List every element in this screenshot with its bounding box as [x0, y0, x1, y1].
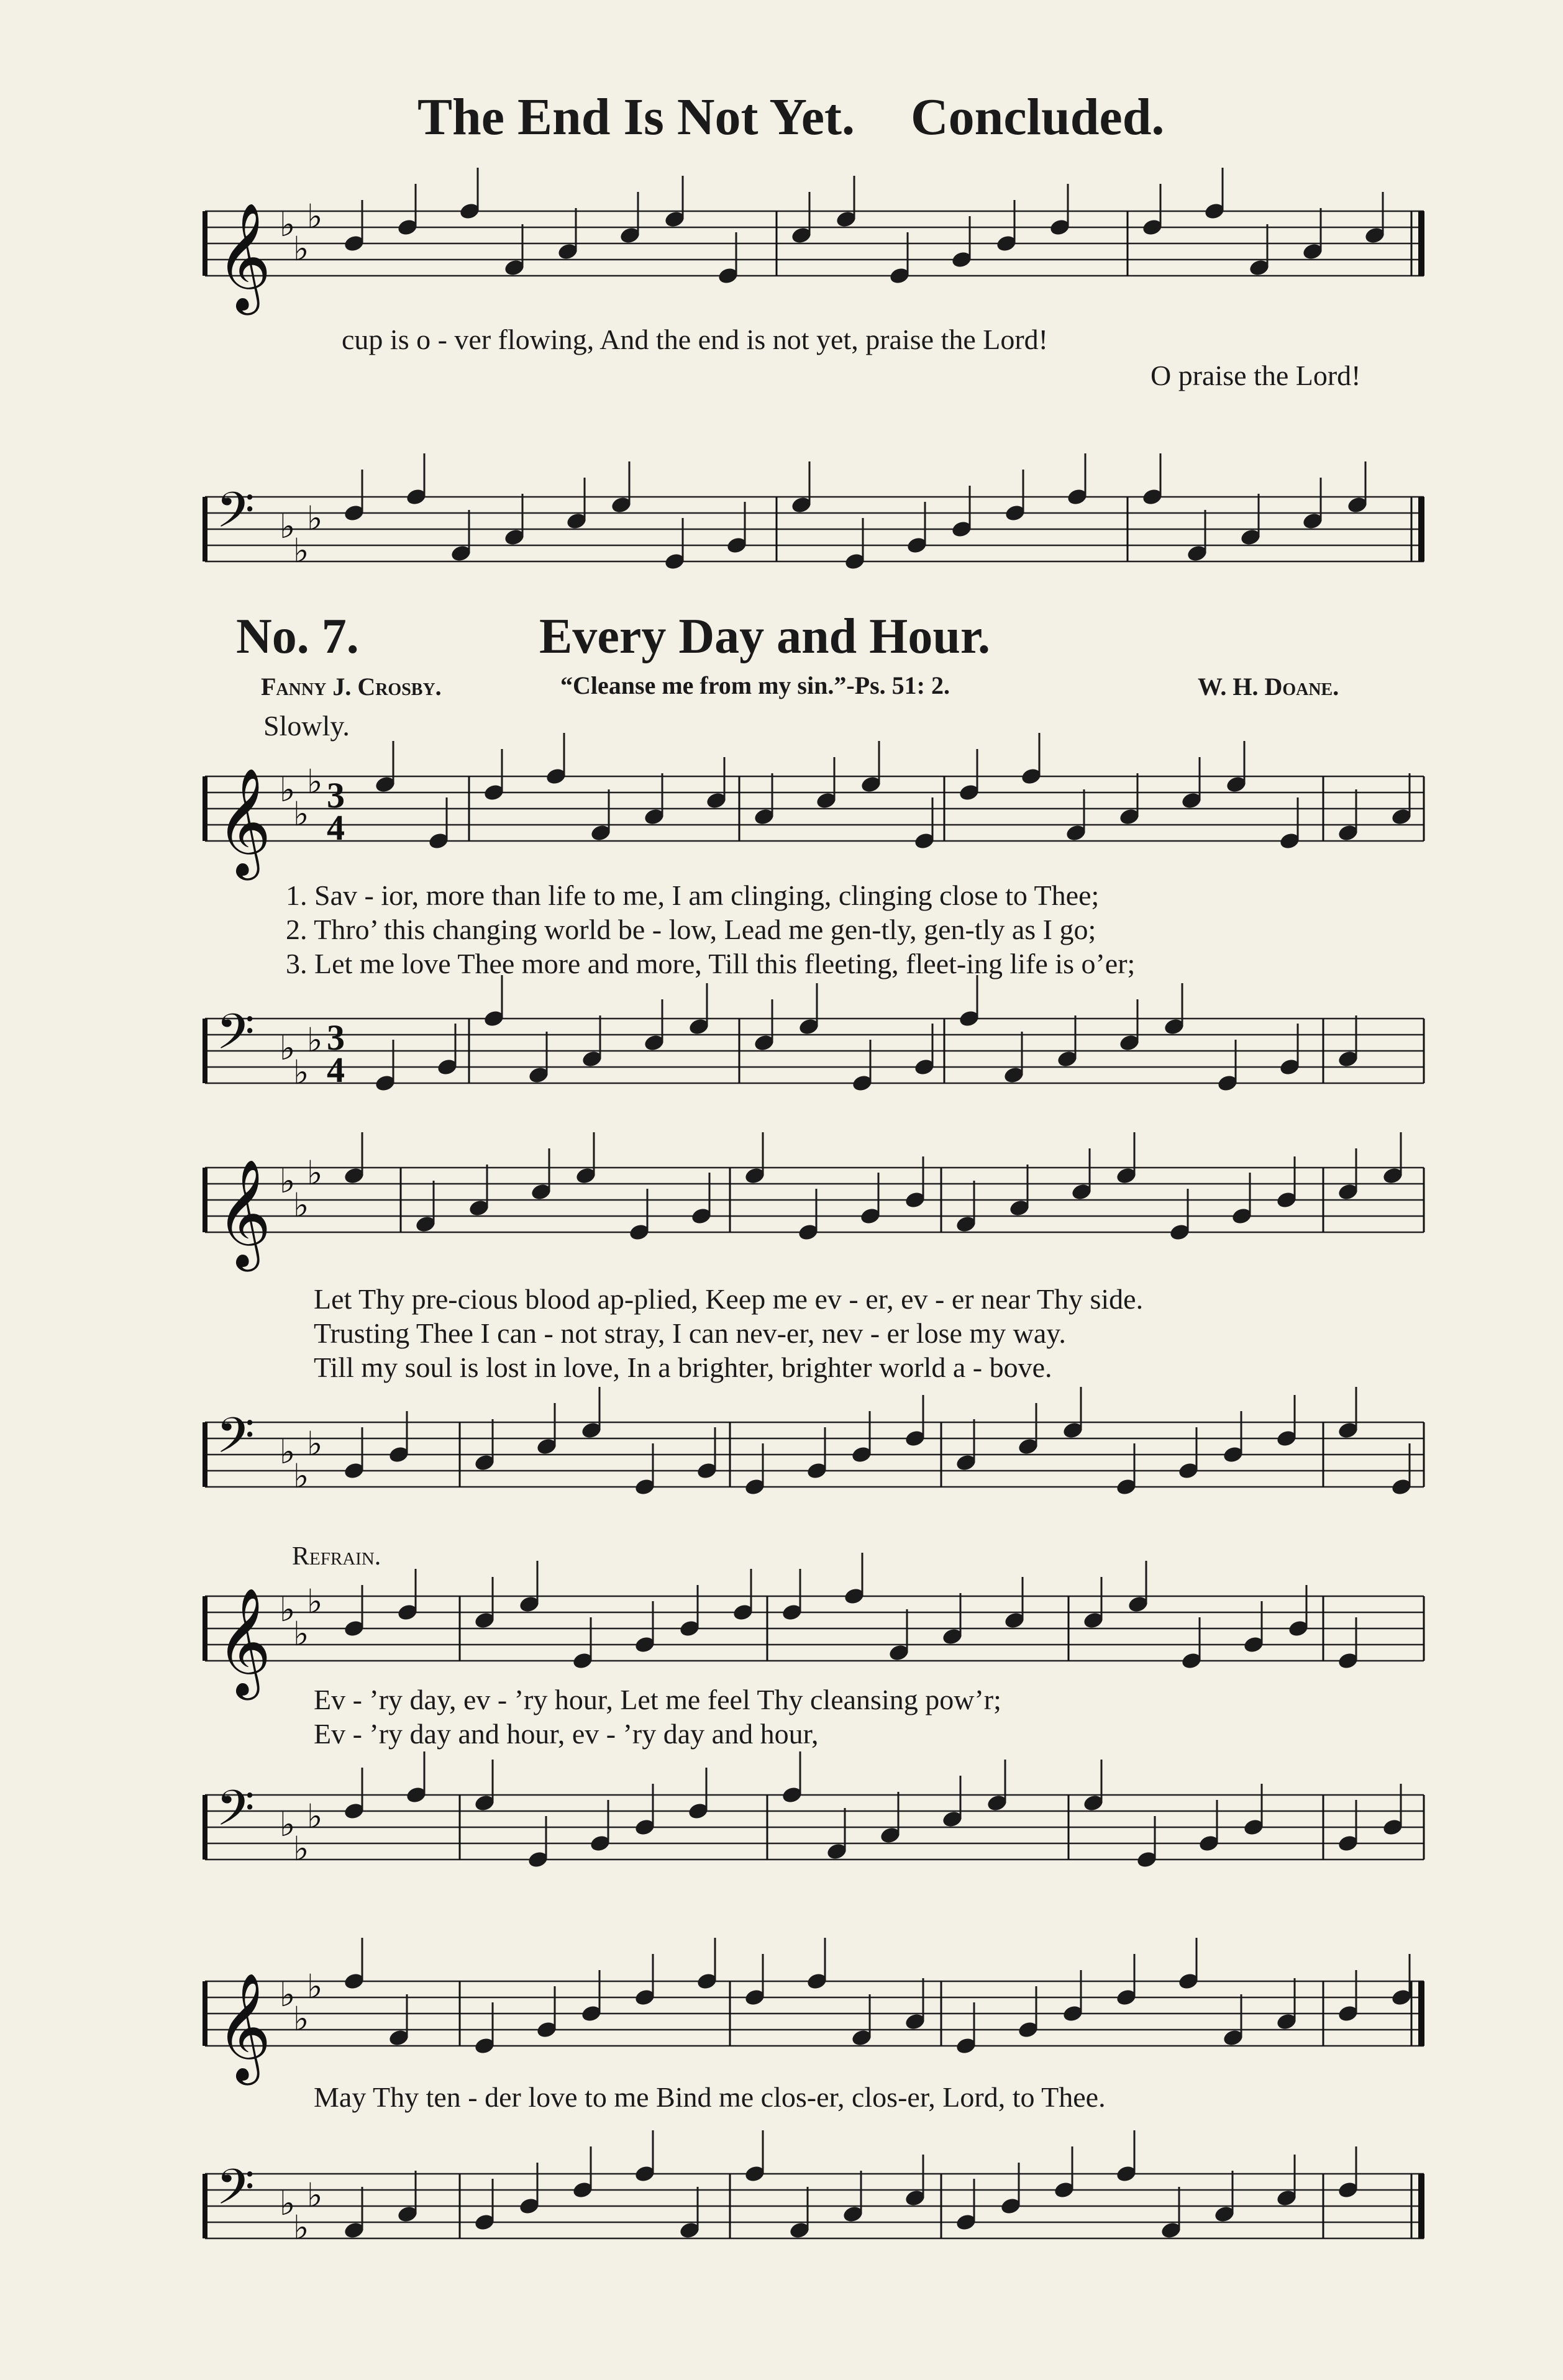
verse2-line-a: 2. Thro’ this changing world be - low, Lead me gen-tly, gen-tly as I go;: [286, 914, 1096, 945]
verse3-line-a: 3. Let me love Thee more and more, Till this fleeting, fleet-ing life is o’er;: [286, 948, 1136, 979]
system3-bass-staff: [0, 1770, 1563, 1876]
system4-bass-staff: [0, 2149, 1563, 2255]
treble-clef-icon: 𝄞: [216, 1973, 271, 2081]
hymn-number: No. 7.: [236, 609, 359, 664]
flat-icon: ♭: [307, 1967, 323, 2006]
flat-icon: ♭: [280, 770, 296, 809]
treble-clef-icon: 𝄞: [216, 1587, 271, 1696]
flat-icon: ♭: [293, 1456, 309, 1496]
flat-icon: ♭: [280, 1432, 296, 1471]
verse2-line-b: Trusting Thee I can - not stray, I can nev-er, nev - er lose my way.: [314, 1317, 1066, 1349]
verse3-line-b: Till my soul is lost in love, In a brighter, brighter world a - bove.: [314, 1351, 1052, 1383]
verse1-line-a: 1. Sav - ior, more than life to me, I am clinging, clinging close to Thee;: [286, 879, 1100, 911]
flat-icon: ♭: [280, 1975, 296, 2014]
bass-clef-icon: 𝄢: [216, 481, 255, 551]
verse1-line-b: Let Thy pre-cious blood ap-plied, Keep me ev - er, ev - er near Thy side.: [314, 1283, 1144, 1315]
refrain-label: Refrain.: [292, 1542, 381, 1571]
hymn-title: Every Day and Hour.: [539, 609, 991, 664]
system4-treble-staff: [0, 1956, 1563, 2081]
flat-icon: ♭: [280, 2184, 296, 2223]
flat-icon: ♭: [280, 205, 296, 244]
flat-icon: ♭: [293, 2208, 309, 2247]
flat-icon: ♭: [307, 1153, 323, 1192]
flat-icon: ♭: [307, 1582, 323, 1621]
flat-icon: ♭: [280, 1805, 296, 1844]
flat-icon: ♭: [307, 1020, 323, 1060]
system1-treble-staff: [0, 752, 1563, 876]
flat-icon: ♭: [280, 1029, 296, 1068]
time-signature-bottom: 4: [327, 807, 345, 848]
flat-icon: ♭: [280, 507, 296, 546]
flat-icon: ♭: [293, 1614, 309, 1653]
flat-icon: ♭: [293, 229, 309, 268]
concluded-label: Concluded.: [911, 88, 1165, 146]
flat-icon: ♭: [307, 1424, 323, 1463]
system1-bass-staff: [0, 994, 1563, 1099]
flat-icon: ♭: [307, 2176, 323, 2215]
refrain-line-2: Ev - ’ry day and hour, ev - ’ry day and hour,: [314, 1718, 819, 1750]
treble-clef-icon: 𝄞: [216, 768, 271, 876]
bass-clef-icon: 𝄢: [216, 2158, 255, 2228]
top-hymn-lyric-2: O praise the Lord!: [1151, 360, 1361, 391]
time-signature-top: 3: [327, 1017, 345, 1058]
flat-icon: ♭: [307, 762, 323, 801]
treble-clef-icon: 𝄞: [216, 202, 271, 311]
flat-icon: ♭: [280, 1161, 296, 1201]
top-hymn-lyric-1: cup is o - ver flowing, And the end is not yet, praise the Lord!: [342, 324, 1048, 355]
bass-clef-icon: 𝄢: [216, 1407, 255, 1476]
treble-clef-icon: 𝄞: [216, 1159, 271, 1267]
system2-treble-staff: [0, 1143, 1563, 1267]
system2-bass-staff: [0, 1397, 1563, 1503]
flat-icon: ♭: [293, 794, 309, 833]
top-hymn-bass-staff: [0, 472, 1563, 584]
bass-clef-icon: 𝄢: [216, 1779, 255, 1849]
tempo-marking: Slowly.: [263, 710, 350, 742]
flat-icon: ♭: [280, 1590, 296, 1629]
composer-credit: W. H. Doane.: [1198, 673, 1339, 701]
top-hymn-title-text: The End Is Not Yet.: [417, 88, 855, 146]
final-lyric-line: May Thy ten - der love to me Bind me clos-er, clos-er, Lord, to Thee.: [314, 2081, 1106, 2113]
refrain-line-1: Ev - ’ry day, ev - ’ry hour, Let me feel Thy cleansing pow’r;: [314, 1684, 1001, 1715]
time-signature-bottom: 4: [327, 1050, 345, 1090]
flat-icon: ♭: [293, 1999, 309, 2038]
flat-icon: ♭: [293, 1829, 309, 1868]
top-hymn-treble-staff: [0, 186, 1563, 311]
time-signature-top: 3: [327, 775, 345, 815]
system3-treble-staff: [0, 1571, 1563, 1696]
flat-icon: ♭: [307, 499, 323, 538]
bass-clef-icon: 𝄢: [216, 1003, 255, 1073]
flat-icon: ♭: [293, 531, 309, 570]
scripture-reference: “Cleanse me from my sin.”-Ps. 51: 2.: [560, 671, 950, 699]
author-credit: Fanny J. Crosby.: [261, 673, 442, 701]
top-hymn-title: [417, 87, 1164, 147]
flat-icon: ♭: [293, 1053, 309, 1092]
flat-icon: ♭: [293, 1186, 309, 1225]
flat-icon: ♭: [307, 1797, 323, 1836]
flat-icon: ♭: [307, 197, 323, 236]
